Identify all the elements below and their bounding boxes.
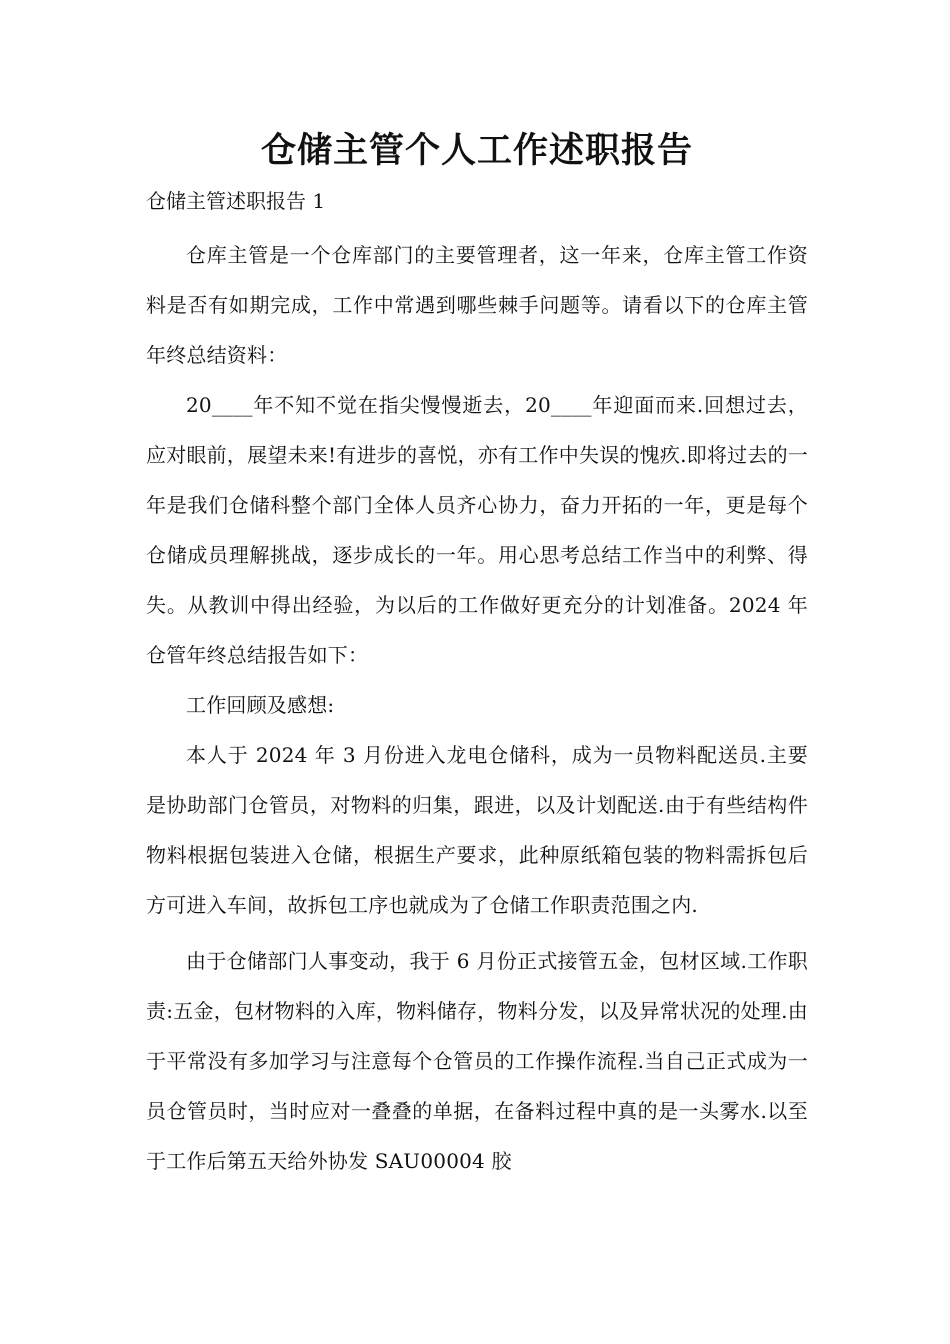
paragraph-responsibilities: 由于仓储部门人事变动，我于 6 月份正式接管五金，包材区域.工作职责:五金，包材物料的入库，物料储存，物料分发，以及异常状况的处理.由于平常没有多加学习与注意每个仓管员的工作操作流程.当自己正式成为一员仓管员时，当时应对一叠叠的单据，在备料过程中真的是一头雾水.以至于工作后第五天给外协发 SAU00004 胶 xyxy=(146,949,808,1173)
paragraph-section-heading: 工作回顾及感想: xyxy=(186,693,335,717)
paragraph-year-review: 20____年不知不觉在指尖慢慢逝去，20____年迎面而来.回想过去，应对眼前，展望未来!有进步的喜悦，亦有工作中失误的愧疚.即将过去的一年是我们仓储科整个部门全体人员齐心协力，奋力开拓的一年，更是每个仓储成员理解挑战，逐步成长的一年。用心思考总结工作当中的利弊、得失。从教训中得出经验，为以后的工作做好更充分的计划准备。2024 年仓管年终总结报告如下： xyxy=(146,393,808,667)
document-subtitle: 仓储主管述职报告 1 xyxy=(146,189,326,213)
paragraph-intro: 仓库主管是一个仓库部门的主要管理者，这一年来，仓库主管工作资料是否有如期完成，工作中常遇到哪些棘手问题等。请看以下的仓库主管年终总结资料： xyxy=(146,243,808,367)
document-page xyxy=(146,120,808,1186)
paragraph-work-history: 本人于 2024 年 3 月份进入龙电仓储科，成为一员物料配送员.主要是协助部门仓管员，对物料的归集，跟进，以及计划配送.由于有些结构件物料根据包装进入仓储，根据生产要求，此种原纸箱包装的物料需拆包后方可进入车间，故拆包工序也就成为了仓储工作职责范围之内. xyxy=(146,743,808,917)
document-title: 仓储主管个人工作述职报告 xyxy=(260,131,693,171)
